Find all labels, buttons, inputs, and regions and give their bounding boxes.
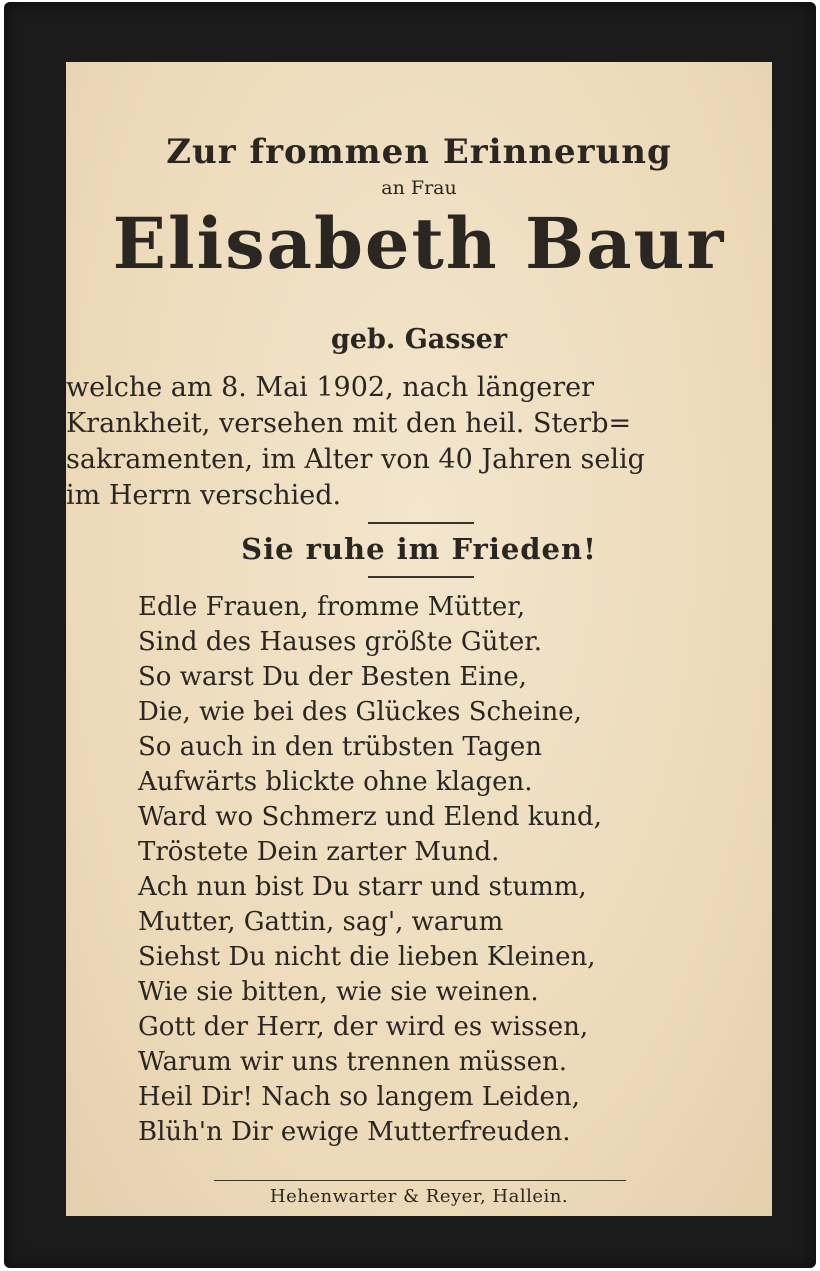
poem-line: Warum wir uns trennen müssen.	[138, 1047, 568, 1077]
poem-line: Tröstete Dein zarter Mund.	[138, 837, 500, 867]
birth-name: geb. Gasser	[330, 324, 508, 355]
poem-line: Ach nun bist Du starr und stumm,	[138, 872, 587, 902]
printer-imprint: Hehenwarter & Reyer, Hallein.	[269, 1186, 569, 1207]
poem-line: Blüh'n Dir ewige Mutterfreuden.	[138, 1117, 571, 1147]
printer-divider	[214, 1180, 626, 1181]
poem-line: Die, wie bei des Glückes Scheine,	[138, 697, 582, 727]
poem-line: Siehst Du nicht die lieben Kleinen,	[138, 942, 596, 972]
body-line: welche am 8. Mai 1902, nach längerer	[66, 372, 595, 403]
poem-line: Edle Frauen, fromme Mütter,	[138, 592, 526, 622]
body-line: sakramenten, im Alter von 40 Jahren selig	[66, 444, 645, 475]
poem-line: Ward wo Schmerz und Elend kund,	[138, 802, 602, 832]
poem-line: Aufwärts blickte ohne klagen.	[138, 767, 533, 797]
body-line: im Herrn verschied.	[66, 480, 342, 511]
divider	[368, 576, 474, 578]
memorial-card	[4, 2, 816, 1268]
poem-line: Heil Dir! Nach so langem Leiden,	[138, 1082, 580, 1112]
motto: Sie ruhe im Frieden!	[241, 532, 597, 566]
poem	[138, 590, 602, 1150]
poem-line: Gott der Herr, der wird es wissen,	[138, 1012, 589, 1042]
poem-line: So warst Du der Besten Eine,	[138, 662, 527, 692]
salutation: an Frau	[381, 177, 457, 199]
poem-line: Mutter, Gattin, sag', warum	[138, 907, 504, 937]
deceased-name: Elisabeth Baur	[112, 202, 726, 285]
poem-line: Wie sie bitten, wie sie weinen.	[138, 977, 539, 1007]
card-text-panel	[66, 62, 772, 1216]
body-line: Krankheit, versehen mit den heil. Sterb=	[66, 408, 632, 439]
divider	[368, 522, 474, 524]
card-heading: Zur frommen Erinnerung	[166, 132, 672, 172]
poem-line: So auch in den trübsten Tagen	[138, 732, 542, 762]
poem-line: Sind des Hauses größte Güter.	[138, 627, 543, 657]
